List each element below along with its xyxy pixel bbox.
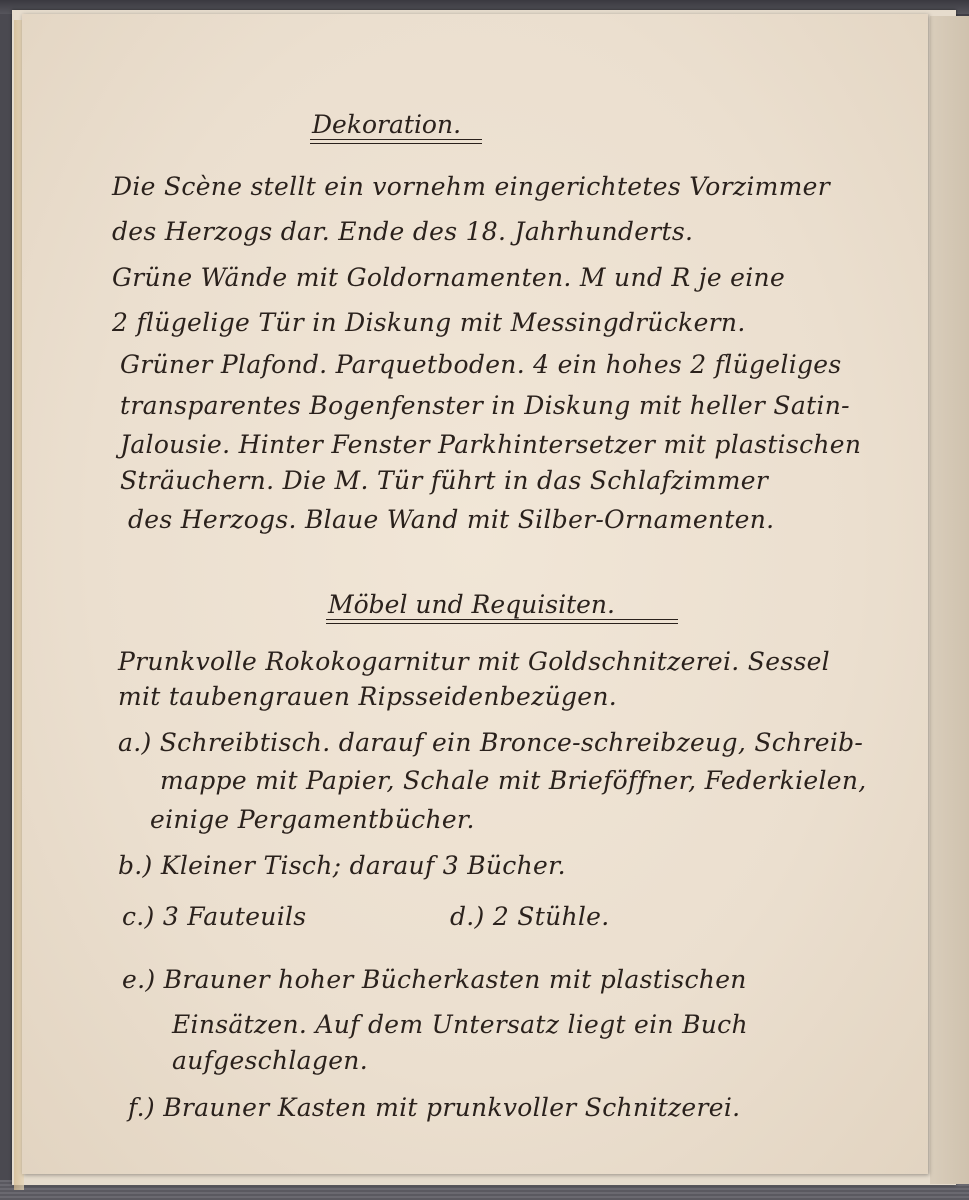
text-line: des Herzogs dar. Ende des 18. Jahrhunderts. — [112, 217, 694, 246]
section-heading-moebel-und-requisiten: Möbel und Requisiten. — [328, 590, 615, 619]
text-line: Sträuchern. Die M. Tür führt in das Schlafzimmer — [120, 466, 769, 495]
text-line: einige Pergamentbücher. — [150, 805, 475, 834]
text-line: Grüne Wände mit Goldornamenten. M und R je eine — [112, 263, 786, 292]
text-line: Grüner Plafond. Parquetboden. 4 ein hohes 2 flügeliges — [120, 350, 842, 379]
list-item-f: f.) Brauner Kasten mit prunkvoller Schnitzerei. — [128, 1093, 741, 1122]
heading-underline — [326, 619, 678, 624]
text-line: transparentes Bogenfenster in Diskung mit heller Satin- — [120, 391, 850, 420]
text-line: Jalousie. Hinter Fenster Parkhintersetzer mit plastischen — [120, 430, 862, 459]
text-line: Prunkvolle Rokokogarnitur mit Goldschnitzerei. Sessel — [118, 647, 830, 676]
list-item-e: e.) Brauner hoher Bücherkasten mit plastischen — [122, 965, 747, 994]
text-line: Die Scène stellt ein vornehm eingerichtetes Vorzimmer — [112, 172, 830, 201]
page-stack-edge — [930, 16, 969, 1184]
section-heading-dekoration: Dekoration. — [312, 110, 462, 139]
text-line: 2 flügelige Tür in Diskung mit Messingdrückern. — [112, 308, 746, 337]
text-line: des Herzogs. Blaue Wand mit Silber-Ornamenten. — [128, 505, 775, 534]
list-item-a: a.) Schreibtisch. darauf ein Bronce-schreibzeug, Schreib- — [118, 728, 864, 757]
list-item-c: c.) 3 Fauteuils — [122, 902, 307, 931]
list-item-d: d.) 2 Stühle. — [450, 902, 610, 931]
heading-underline — [310, 139, 482, 144]
list-item-b: b.) Kleiner Tisch; darauf 3 Bücher. — [118, 851, 566, 880]
text-line: mit taubengrauen Ripsseidenbezügen. — [118, 682, 618, 711]
text-line: Einsätzen. Auf dem Untersatz liegt ein Buch — [172, 1010, 748, 1039]
text-line: mappe mit Papier, Schale mit Brieföffner, Federkielen, — [160, 766, 867, 795]
text-line: aufgeschlagen. — [172, 1046, 368, 1075]
